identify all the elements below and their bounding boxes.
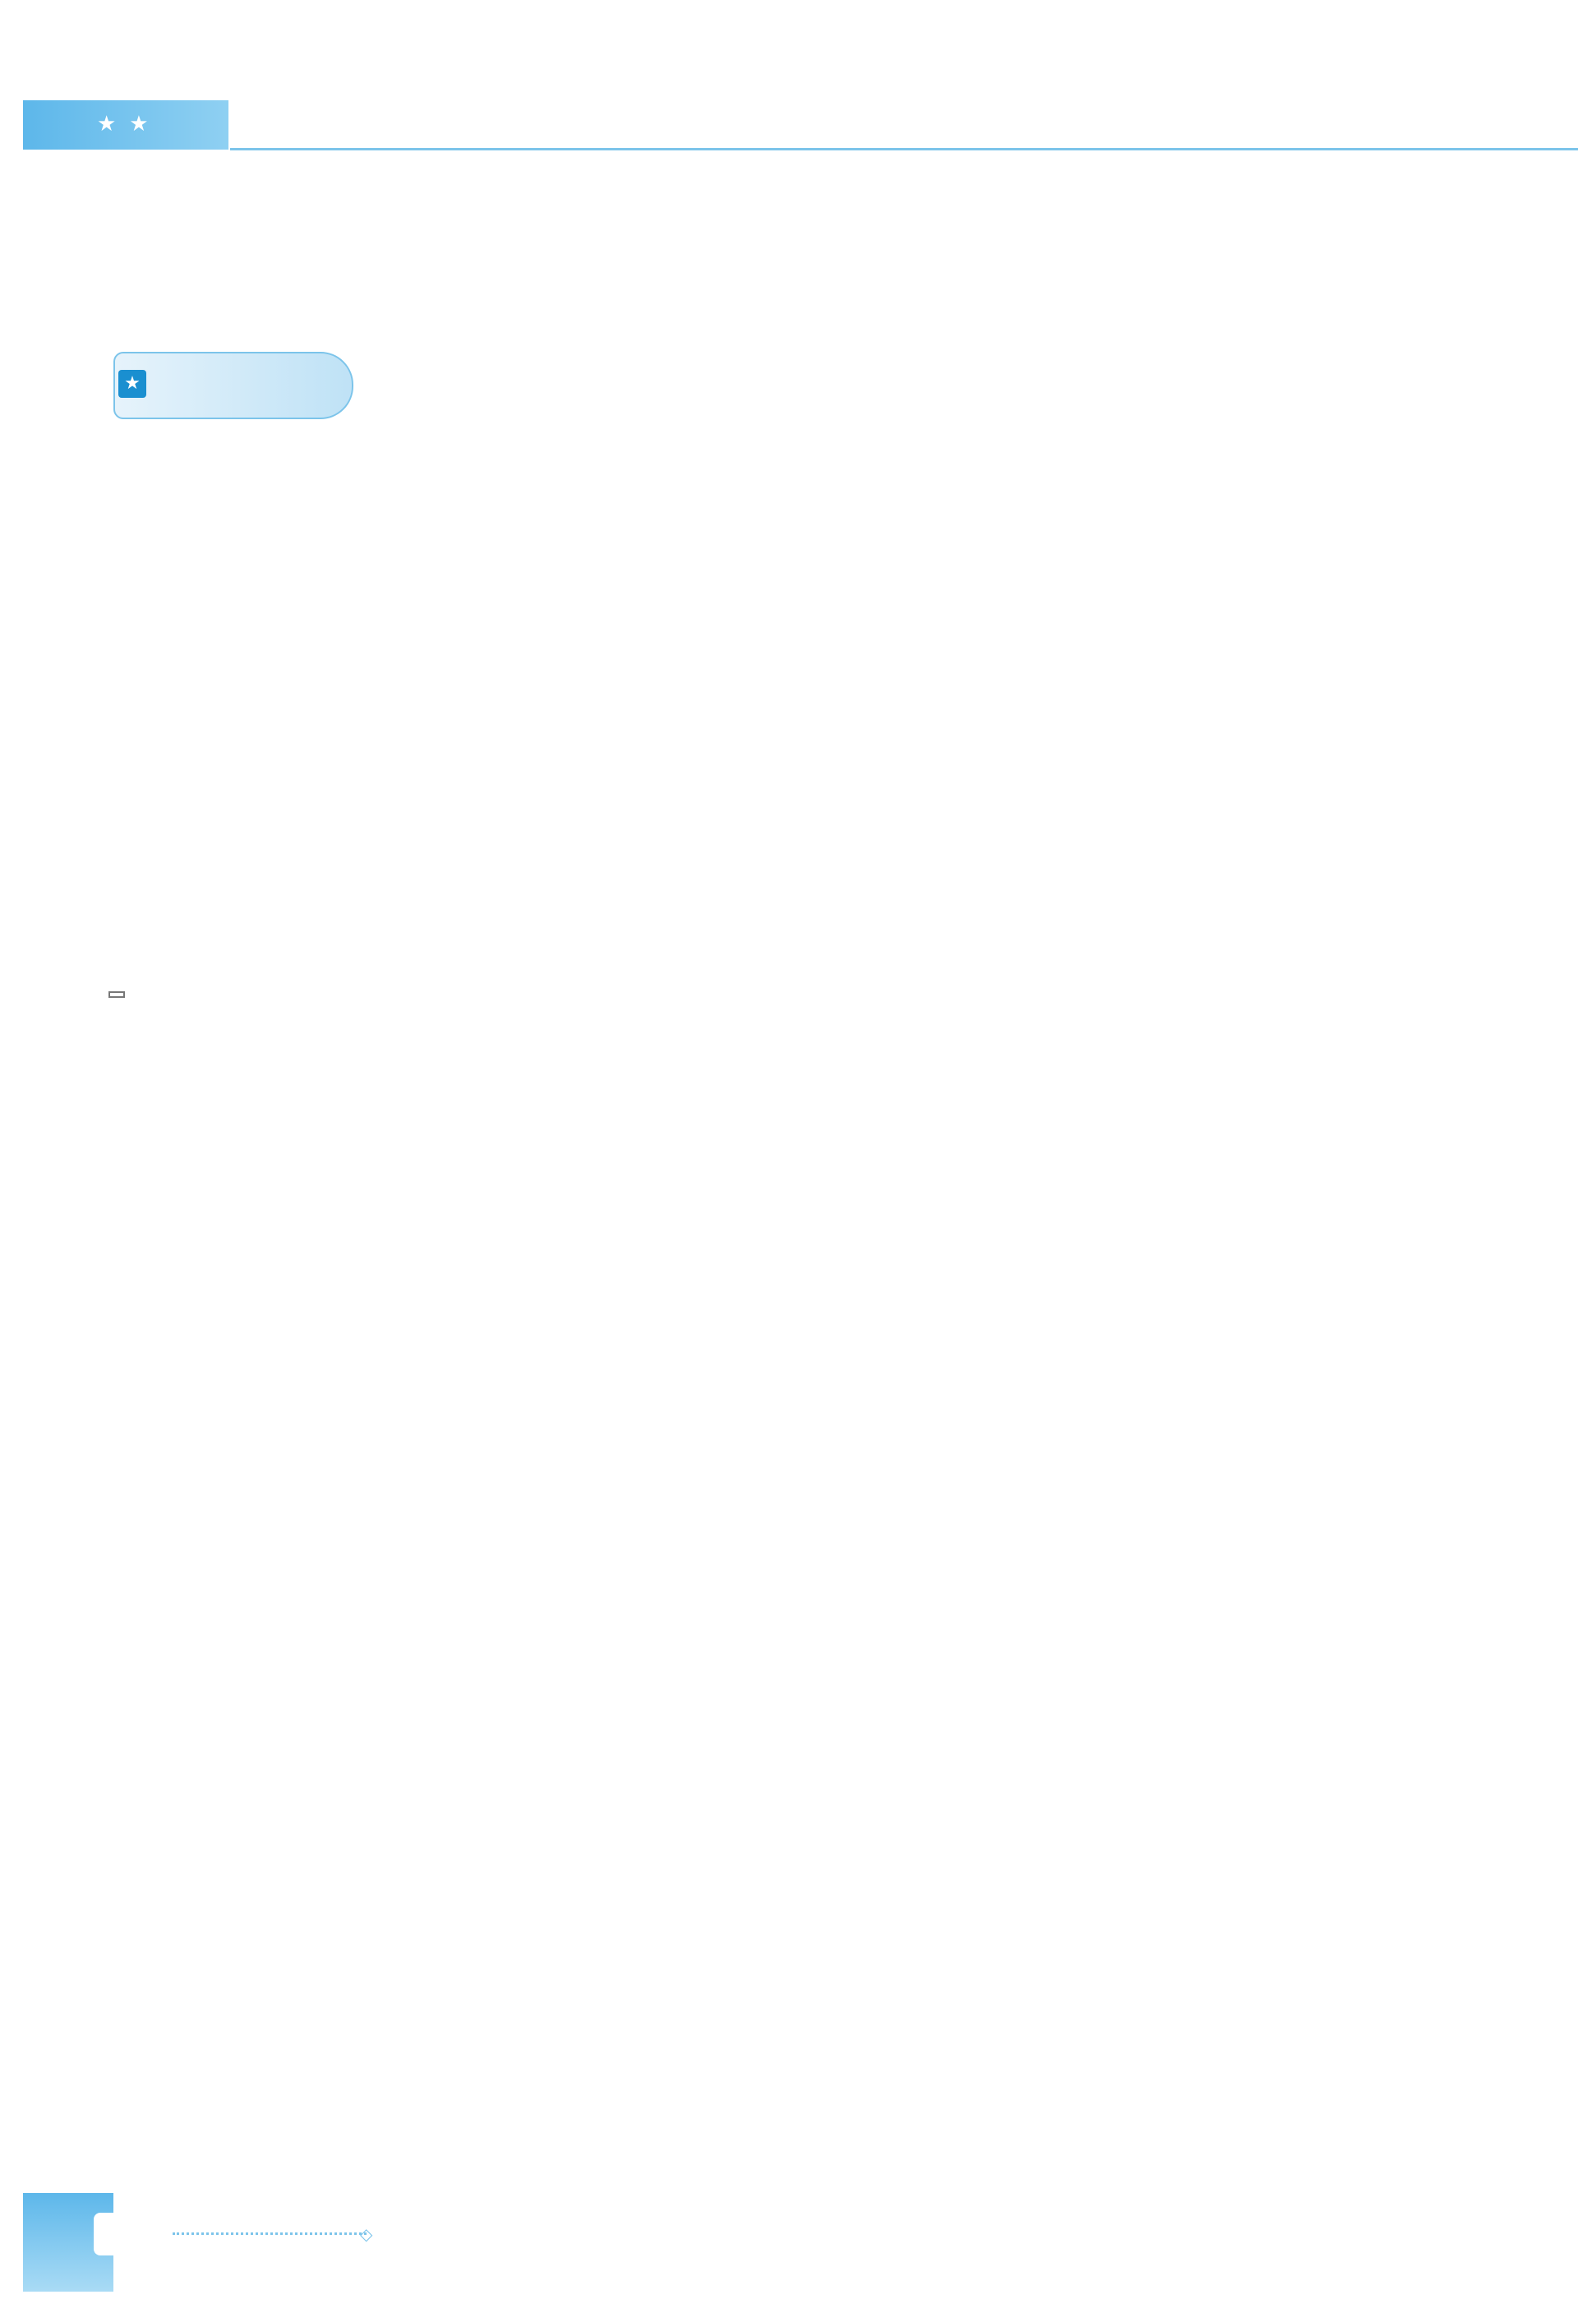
diamond-icon: ◇ [360,2224,373,2244]
star-icon: ★ [118,370,146,398]
word-box [108,991,125,998]
section-badge [113,352,353,419]
header-rule [230,148,1578,150]
badge-background [113,352,353,419]
footer-dots [173,2232,367,2235]
page-number [94,2213,135,2255]
page-header [0,0,1596,164]
star-icons: ★★ [97,112,162,136]
